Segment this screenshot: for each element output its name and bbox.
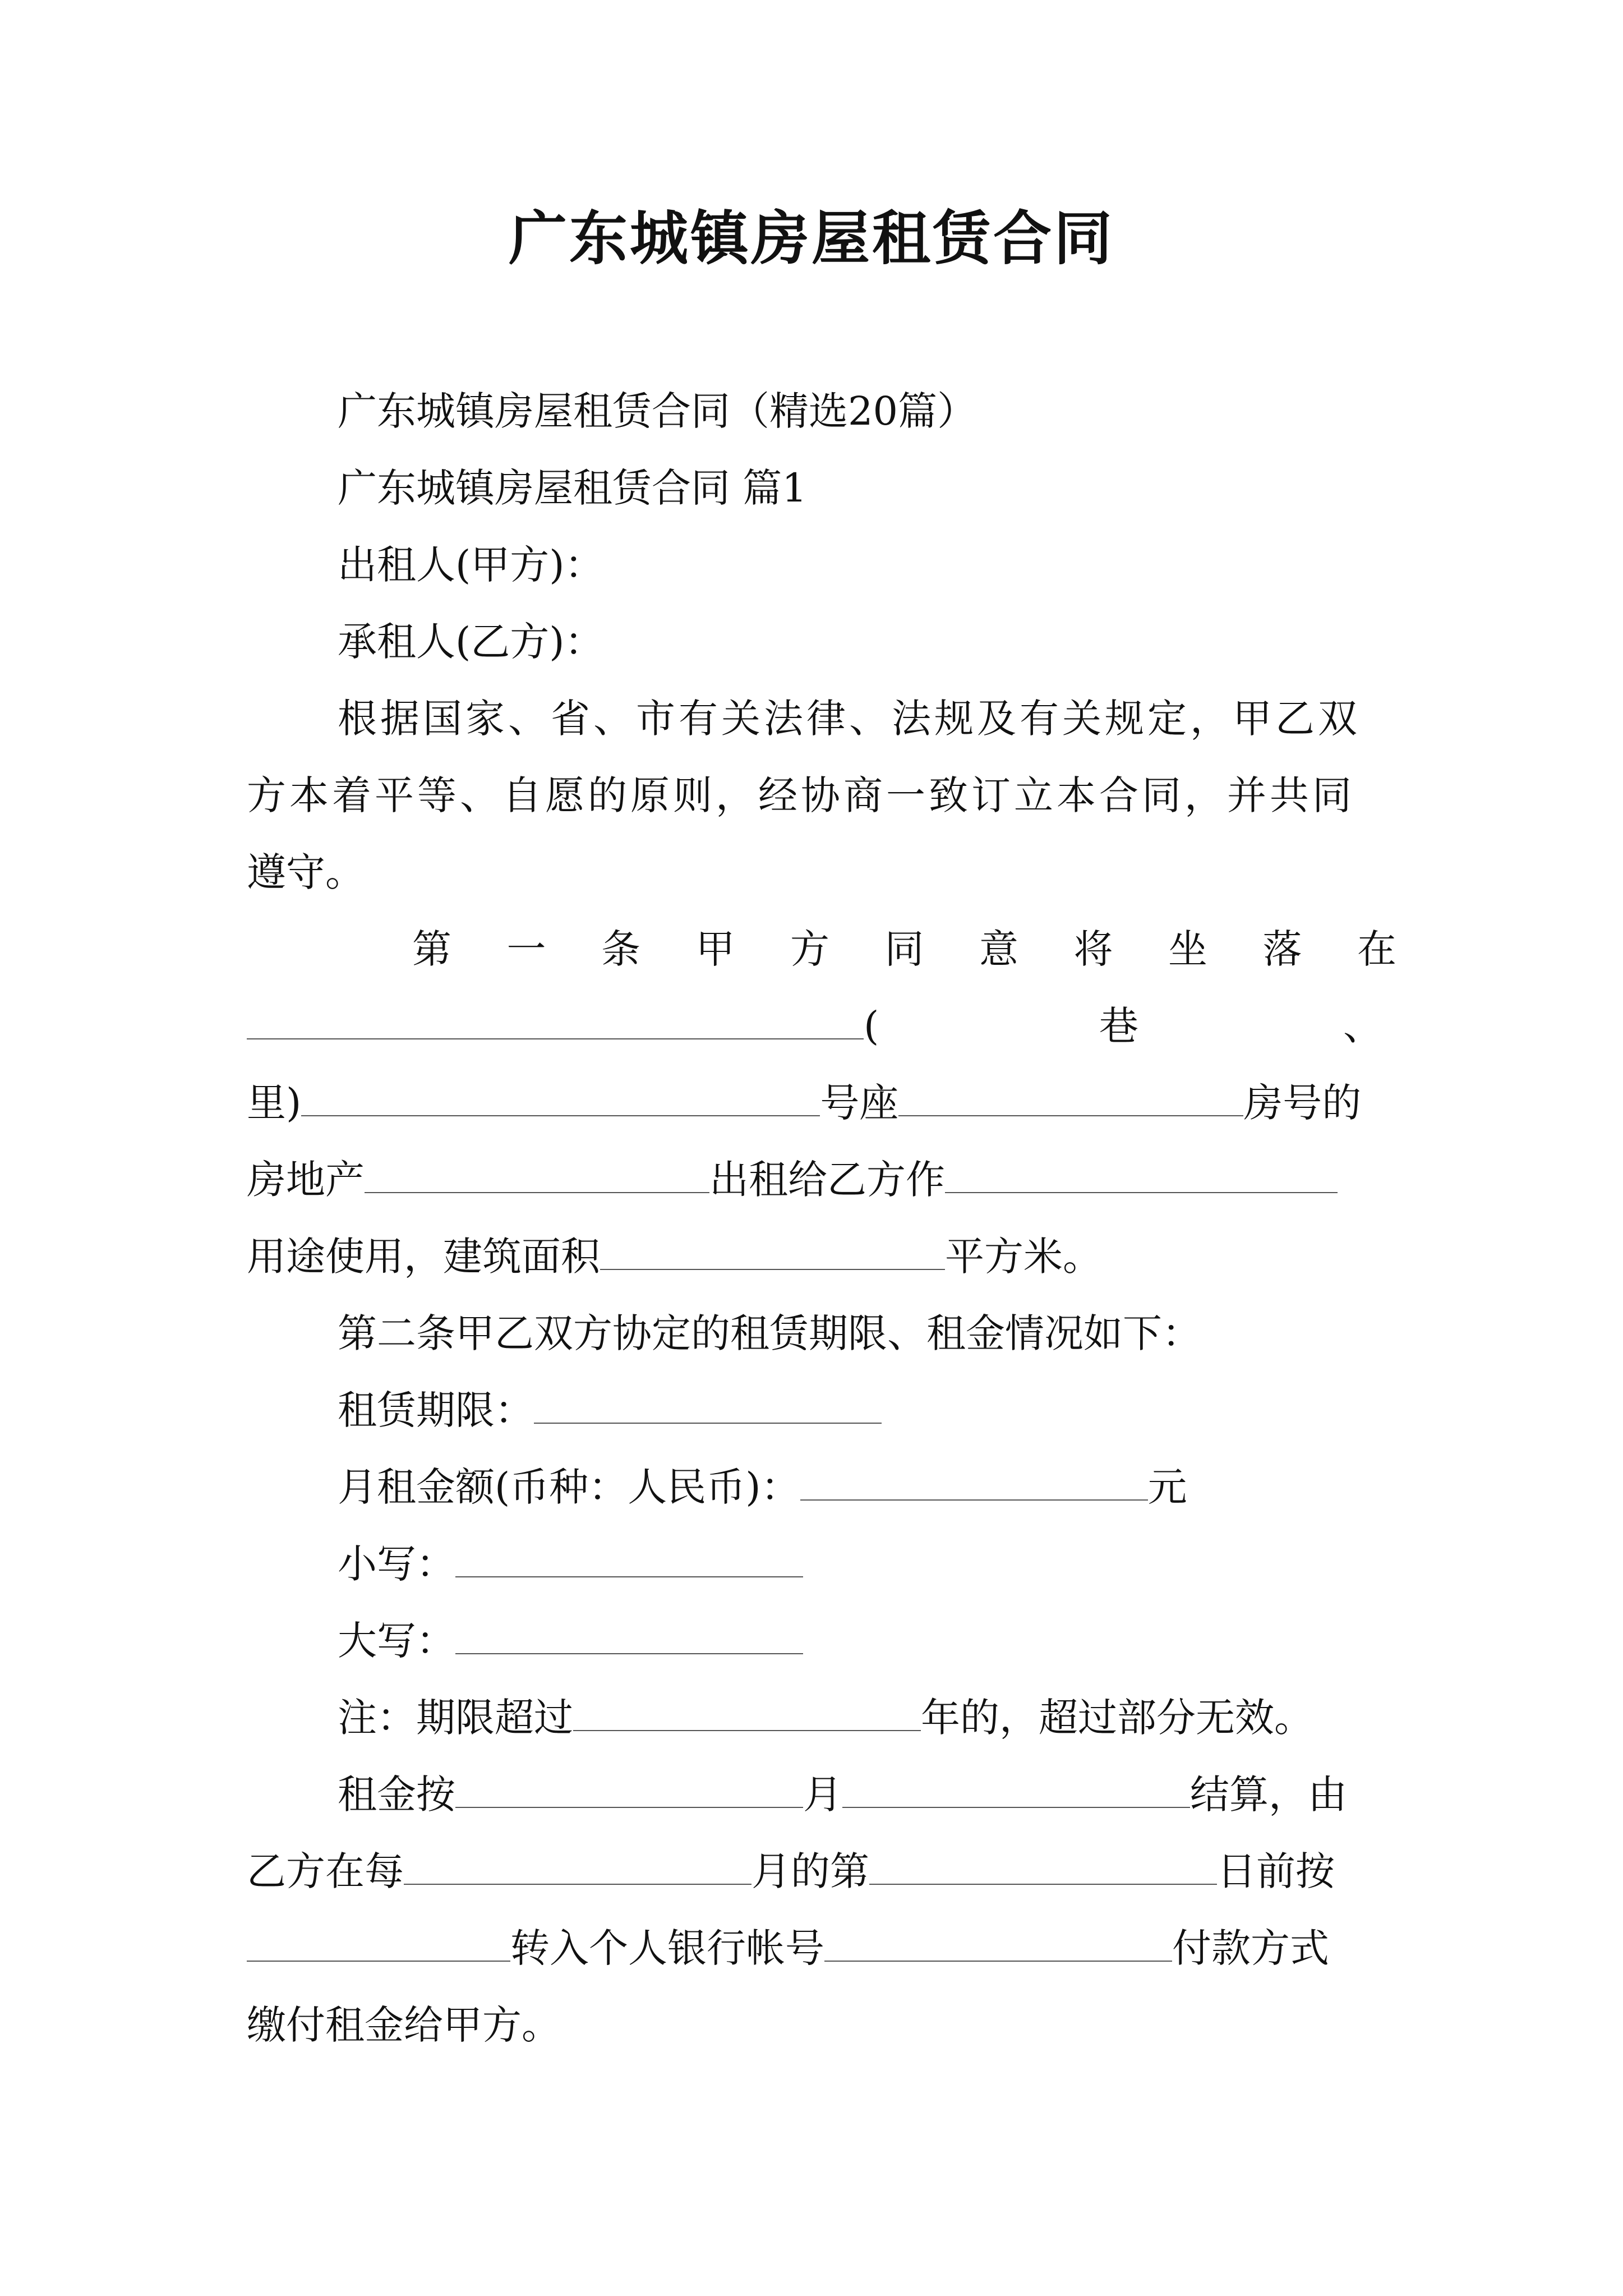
lowercase-label: 小写： <box>338 1541 455 1587</box>
before-by-label: 日前按 <box>1217 1848 1335 1894</box>
intro-line: 广东城镇房屋租赁合同（精选20篇） <box>338 388 977 434</box>
lessee-label: 承租人(乙方)： <box>338 619 604 665</box>
article1-char: 甲 <box>695 926 735 972</box>
article1-line-5 <box>247 1228 1102 1285</box>
settle-line <box>338 1766 1347 1823</box>
pay-day-blank[interactable] <box>869 1849 1217 1885</box>
lessor-label: 出租人(甲方)： <box>338 542 604 588</box>
final-line: 缴付租金给甲方。 <box>247 2002 561 2048</box>
lane-label: 巷 <box>1099 1003 1138 1049</box>
bank-label: 转入个人银行帐号 <box>510 1925 824 1971</box>
room-blank[interactable] <box>365 1157 709 1193</box>
note-suffix: 年的，超过部分无效。 <box>921 1695 1313 1741</box>
preamble-line-2: 方本着平等、自愿的原则，经协商一致订立本合同，并共同 <box>247 772 1355 818</box>
usage-blank[interactable] <box>945 1157 1338 1193</box>
zuo-blank[interactable] <box>898 1080 1243 1116</box>
sqm-label: 平方米。 <box>945 1234 1102 1280</box>
article1-char: 一 <box>506 926 546 972</box>
monthly-rent-blank[interactable] <box>800 1465 1148 1501</box>
room-of-label: 房号的 <box>1243 1080 1362 1126</box>
address-blank[interactable] <box>247 1004 864 1039</box>
article1-char: 落 <box>1262 926 1302 972</box>
bank-account-blank[interactable] <box>824 1926 1172 1962</box>
day-of-label: 月的第 <box>751 1848 869 1894</box>
uppercase-blank[interactable] <box>455 1618 803 1654</box>
method-blank[interactable] <box>247 1926 510 1962</box>
document-title: 广东城镇房屋租赁合同 <box>508 204 1114 273</box>
settle-blank-1[interactable] <box>455 1772 803 1808</box>
uppercase-line <box>338 1613 803 1669</box>
article1-char: 意 <box>979 926 1018 972</box>
note-prefix: 注：期限超过 <box>338 1695 573 1741</box>
article1-line-3 <box>247 1075 1361 1131</box>
bank-line <box>247 1920 1329 1976</box>
yuan-label: 元 <box>1147 1464 1187 1510</box>
monthly-rent-label: 月租金额(币种：人民币)： <box>338 1464 800 1510</box>
pay-month-blank[interactable] <box>404 1849 751 1885</box>
hao-zuo-label: 号座 <box>820 1080 899 1126</box>
month-label: 月 <box>803 1772 842 1818</box>
pay-prefix: 乙方在每 <box>247 1848 404 1894</box>
article1-char: 条 <box>601 926 640 972</box>
preamble-line-1: 根据国家、省、市有关法律、法规及有关规定，甲乙双 <box>338 696 1361 742</box>
article1-char: 在 <box>1357 926 1396 972</box>
preamble-line-3: 遵守。 <box>247 849 365 895</box>
comma-mark: 、 <box>1343 1003 1382 1049</box>
term-label: 租赁期限： <box>338 1387 534 1433</box>
usage-label: 用途使用，建筑面积 <box>247 1234 600 1280</box>
article1-char: 将 <box>1073 926 1113 972</box>
lowercase-line <box>338 1536 803 1592</box>
article1-char: 同 <box>884 926 924 972</box>
section-title: 广东城镇房屋租赁合同 篇1 <box>338 465 807 511</box>
lease-to-label: 出租给乙方作 <box>709 1157 945 1203</box>
note-line <box>338 1690 1313 1746</box>
settle-prefix: 租金按 <box>338 1772 455 1818</box>
article1-line-2 <box>247 998 1382 1054</box>
article1-char: 坐 <box>1168 926 1207 972</box>
open-paren: ( <box>864 1003 879 1049</box>
li-label: 里) <box>247 1080 302 1126</box>
property-label: 房地产 <box>247 1157 365 1203</box>
article1-char: 方 <box>790 926 829 972</box>
pay-line <box>247 1843 1335 1899</box>
article1-line-4 <box>247 1152 1338 1208</box>
pay-method-label: 付款方式 <box>1172 1925 1329 1971</box>
area-blank[interactable] <box>600 1234 945 1270</box>
term-blank[interactable] <box>534 1388 882 1424</box>
lowercase-blank[interactable] <box>455 1542 803 1577</box>
article1-char: 第 <box>412 926 451 972</box>
uppercase-label: 大写： <box>338 1618 455 1664</box>
settle-suffix: 结算，由 <box>1190 1772 1347 1818</box>
li-blank[interactable] <box>301 1080 820 1116</box>
article2-heading: 第二条甲乙双方协定的租赁期限、租金情况如下： <box>338 1310 1201 1356</box>
monthly-rent-line <box>338 1459 1187 1515</box>
note-years-blank[interactable] <box>573 1695 921 1731</box>
term-line <box>338 1382 882 1438</box>
settle-blank-2[interactable] <box>842 1772 1190 1808</box>
